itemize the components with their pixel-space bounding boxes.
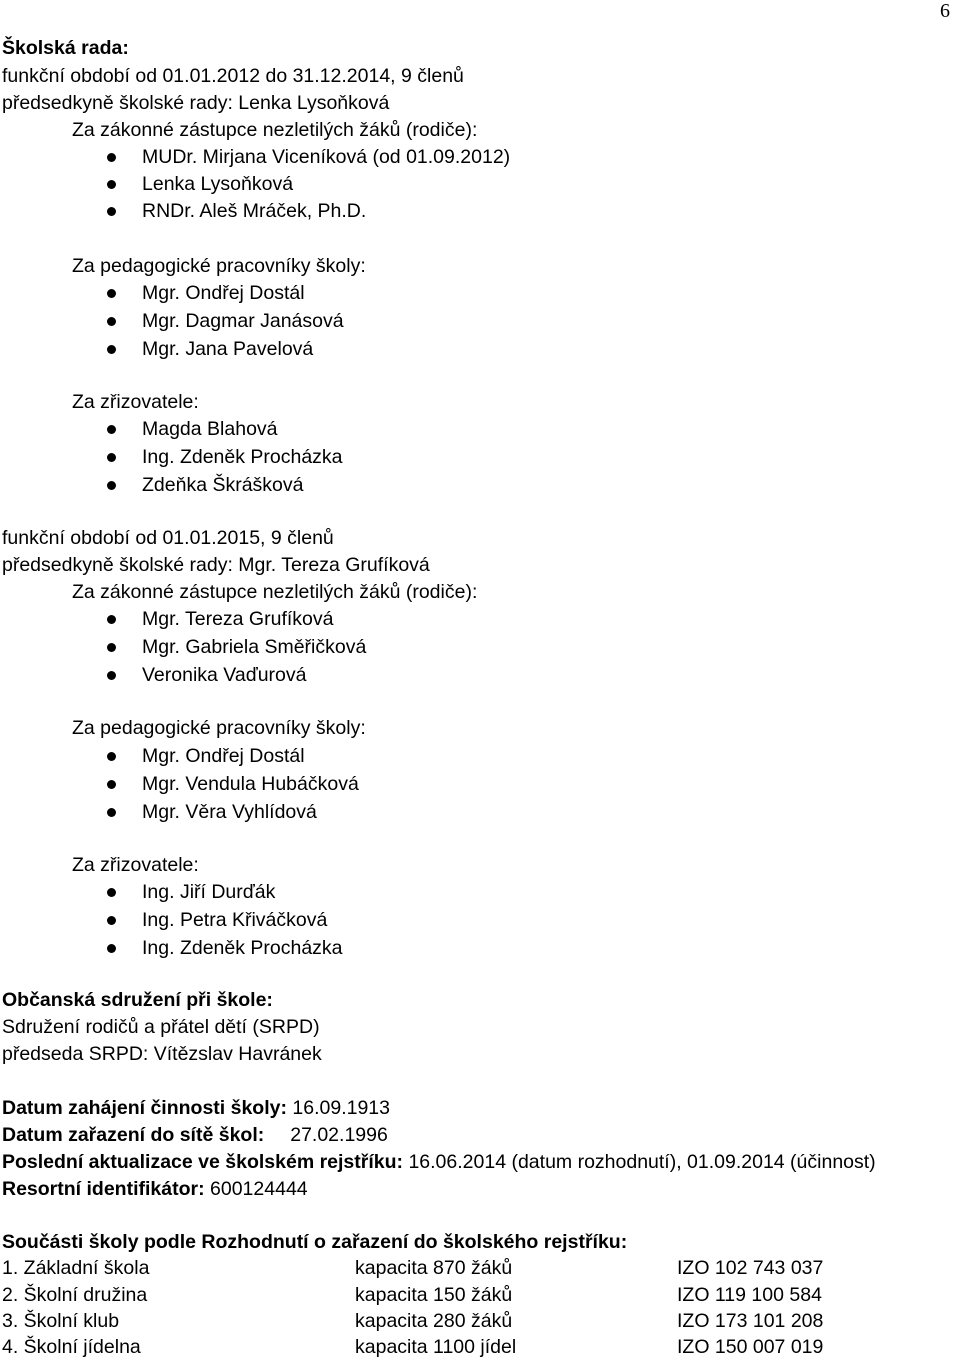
list-item: Mgr. Tereza Grufíková bbox=[142, 608, 334, 630]
list-item: Mgr. Věra Vyhlídová bbox=[142, 801, 317, 823]
resort-id-value: 600124444 bbox=[204, 1178, 308, 1200]
component-name: 4. Školní jídelna bbox=[2, 1336, 141, 1358]
term1-parents-label: Za zákonné zástupce nezletilých žáků (rodiče): bbox=[72, 119, 478, 141]
bullet-icon bbox=[107, 289, 116, 298]
term2-parents-label: Za zákonné zástupce nezletilých žáků (rodiče): bbox=[72, 581, 478, 603]
list-item: MUDr. Mirjana Viceníková (od 01.09.2012) bbox=[142, 146, 511, 168]
bullet-icon bbox=[107, 780, 116, 789]
bullet-icon bbox=[107, 944, 116, 953]
list-item: Magda Blahová bbox=[142, 418, 278, 440]
list-item: Mgr. Ondřej Dostál bbox=[142, 282, 305, 304]
bullet-icon bbox=[107, 615, 116, 624]
bullet-icon bbox=[107, 916, 116, 925]
list-item: Mgr. Gabriela Směřičková bbox=[142, 636, 367, 658]
bullet-icon bbox=[107, 180, 116, 189]
component-capacity: kapacita 870 žáků bbox=[355, 1257, 513, 1279]
start-date-label: Datum zahájení činnosti školy: bbox=[2, 1097, 287, 1119]
list-item: Mgr. Jana Pavelová bbox=[142, 338, 314, 360]
bullet-icon bbox=[107, 643, 116, 652]
list-item: Ing. Zdeněk Procházka bbox=[142, 937, 343, 959]
bullet-icon bbox=[107, 453, 116, 462]
page-number: 6 bbox=[940, 0, 950, 22]
update-value: 16.06.2014 (datum rozhodnutí), 01.09.2014 (účinnost) bbox=[403, 1151, 876, 1173]
component-izo: IZO 119 100 584 bbox=[677, 1284, 822, 1306]
term1-teachers-label: Za pedagogické pracovníky školy: bbox=[72, 255, 366, 277]
school-board-heading: Školská rada: bbox=[2, 37, 129, 59]
term2-chair: předsedkyně školské rady: Mgr. Tereza Grufíková bbox=[2, 554, 430, 576]
bullet-icon bbox=[107, 888, 116, 897]
start-date-value: 16.09.1913 bbox=[286, 1097, 390, 1119]
component-capacity: kapacita 1100 jídel bbox=[355, 1336, 517, 1358]
bullet-icon bbox=[107, 153, 116, 162]
component-capacity: kapacita 150 žáků bbox=[355, 1284, 513, 1306]
update-label: Poslední aktualizace ve školském rejstříku: bbox=[2, 1151, 404, 1173]
list-item: Mgr. Ondřej Dostál bbox=[142, 745, 305, 767]
bullet-icon bbox=[107, 752, 116, 761]
component-name: 1. Základní škola bbox=[2, 1257, 150, 1279]
list-item: Ing. Petra Křiváčková bbox=[142, 909, 328, 931]
list-item: Zdeňka Škrášková bbox=[142, 474, 304, 496]
component-name: 3. Školní klub bbox=[2, 1310, 120, 1332]
list-item: Ing. Jiří Durďák bbox=[142, 881, 276, 903]
term1-period: funkční období od 01.01.2012 do 31.12.2014, 9 členů bbox=[2, 65, 464, 87]
network-date-value: 27.02.1996 bbox=[290, 1124, 388, 1146]
bullet-icon bbox=[107, 345, 116, 354]
bullet-icon bbox=[107, 808, 116, 817]
start-date-row bbox=[2, 1094, 390, 1122]
list-item: RNDr. Aleš Mráček, Ph.D. bbox=[142, 200, 367, 222]
term1-founder-label: Za zřizovatele: bbox=[72, 391, 199, 413]
bullet-icon bbox=[107, 317, 116, 326]
term2-founder-label: Za zřizovatele: bbox=[72, 854, 199, 876]
association-chair: předseda SRPD: Vítězslav Havránek bbox=[2, 1043, 322, 1065]
resort-id-label: Resortní identifikátor: bbox=[2, 1178, 205, 1200]
component-izo: IZO 173 101 208 bbox=[677, 1310, 824, 1332]
list-item: Mgr. Dagmar Janásová bbox=[142, 310, 344, 332]
list-item: Lenka Lysoňková bbox=[142, 173, 294, 195]
term2-teachers-label: Za pedagogické pracovníky školy: bbox=[72, 717, 366, 739]
bullet-icon bbox=[107, 671, 116, 680]
component-capacity: kapacita 280 žáků bbox=[355, 1310, 513, 1332]
update-row bbox=[2, 1148, 876, 1176]
bullet-icon bbox=[107, 481, 116, 490]
network-date-label: Datum zařazení do sítě škol: bbox=[2, 1124, 265, 1146]
association-name: Sdružení rodičů a přátel dětí (SRPD) bbox=[2, 1016, 320, 1038]
term1-chair: předsedkyně školské rady: Lenka Lysoňková bbox=[2, 92, 390, 114]
list-item: Ing. Zdeněk Procházka bbox=[142, 446, 343, 468]
component-izo: IZO 150 007 019 bbox=[677, 1336, 824, 1358]
component-izo: IZO 102 743 037 bbox=[677, 1257, 824, 1279]
bullet-icon bbox=[107, 207, 116, 216]
bullet-icon bbox=[107, 425, 116, 434]
term2-period: funkční období od 01.01.2015, 9 členů bbox=[2, 527, 334, 549]
components-heading: Součásti školy podle Rozhodnutí o zařazení do školského rejstříku: bbox=[2, 1231, 628, 1253]
resort-id-row bbox=[2, 1175, 308, 1203]
list-item: Veronika Vaďurová bbox=[142, 664, 307, 686]
associations-heading: Občanská sdružení při škole: bbox=[2, 989, 273, 1011]
component-name: 2. Školní družina bbox=[2, 1284, 148, 1306]
list-item: Mgr. Vendula Hubáčková bbox=[142, 773, 359, 795]
network-date-row bbox=[2, 1121, 388, 1149]
